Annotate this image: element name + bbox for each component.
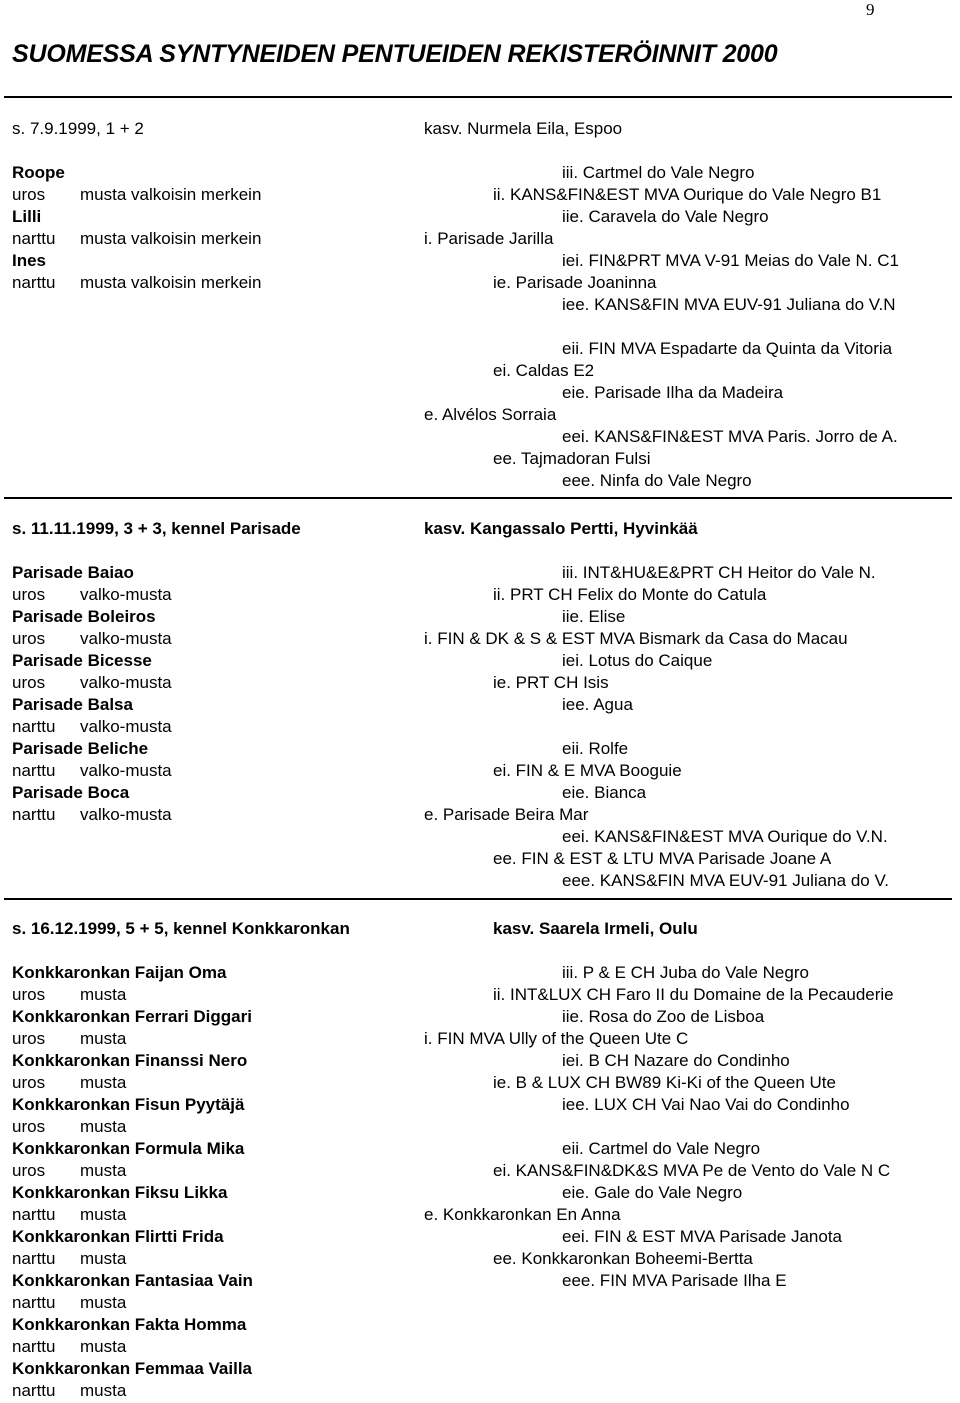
puppy-details bbox=[12, 1380, 126, 1402]
puppy-sex: uros bbox=[12, 629, 46, 648]
puppy-name: Roope bbox=[12, 163, 65, 182]
pedigree-line: eii. Cartmel do Vale Negro bbox=[562, 1139, 761, 1158]
pedigree-line: ee. Tajmadoran Fulsi bbox=[493, 449, 651, 468]
breeder: kasv. Nurmela Eila, Espoo bbox=[424, 119, 623, 138]
puppy-sex: narttu bbox=[12, 273, 56, 292]
puppy-sex: uros bbox=[12, 673, 46, 692]
puppy-details bbox=[12, 760, 172, 782]
puppy-name: Konkkaronkan Flirtti Frida bbox=[12, 1227, 224, 1246]
puppy-sex: uros bbox=[12, 1029, 46, 1048]
puppy-details bbox=[12, 1028, 126, 1050]
pedigree-line: ie. PRT CH Isis bbox=[493, 673, 609, 692]
puppy-details bbox=[12, 804, 172, 826]
puppy-sex: narttu bbox=[12, 229, 56, 248]
pedigree-line: ee. Konkkaronkan Boheemi-Bertta bbox=[493, 1249, 753, 1268]
puppy-color: musta bbox=[80, 1293, 127, 1312]
puppy-sex: narttu bbox=[12, 717, 56, 736]
pedigree-line: iee. LUX CH Vai Nao Vai do Condinho bbox=[562, 1095, 850, 1114]
puppy-color: valko-musta bbox=[80, 761, 172, 780]
pedigree-line: ee. FIN & EST & LTU MVA Parisade Joane A bbox=[493, 849, 832, 868]
puppy-sex: narttu bbox=[12, 1337, 56, 1356]
puppy-details bbox=[12, 984, 126, 1006]
pedigree-line: i. FIN & DK & S & EST MVA Bismark da Casa do Macau bbox=[424, 629, 848, 648]
litter-header: s. 11.11.1999, 3 + 3, kennel Parisade bbox=[12, 519, 301, 538]
pedigree-line: iii. Cartmel do Vale Negro bbox=[562, 163, 755, 182]
puppy-color: valko-musta bbox=[80, 585, 172, 604]
pedigree-line: ei. Caldas E2 bbox=[493, 361, 595, 380]
puppy-sex: narttu bbox=[12, 805, 56, 824]
puppy-name: Konkkaronkan Fantasiaa Vain bbox=[12, 1271, 253, 1290]
puppy-name: Parisade Baiao bbox=[12, 563, 134, 582]
puppy-color: musta bbox=[80, 1117, 127, 1136]
puppy-name: Konkkaronkan Faijan Oma bbox=[12, 963, 227, 982]
puppy-sex: uros bbox=[12, 185, 46, 204]
pedigree-line: eie. Bianca bbox=[562, 783, 647, 802]
pedigree-line: iei. Lotus do Caique bbox=[562, 651, 713, 670]
pedigree-line: eei. FIN & EST MVA Parisade Janota bbox=[562, 1227, 843, 1246]
puppy-color: musta bbox=[80, 1029, 127, 1048]
puppy-name: Konkkaronkan Ferrari Diggari bbox=[12, 1007, 252, 1026]
pedigree-line: iei. B CH Nazare do Condinho bbox=[562, 1051, 790, 1070]
pedigree-line: ie. B & LUX CH BW89 Ki-Ki of the Queen Ute bbox=[493, 1073, 836, 1092]
page-number: 9 bbox=[866, 0, 875, 19]
puppy-name: Parisade Beliche bbox=[12, 739, 149, 758]
pedigree-line: eei. KANS&FIN&EST MVA Paris. Jorro de A. bbox=[562, 427, 898, 446]
puppy-color: musta valkoisin merkein bbox=[80, 229, 262, 248]
puppy-sex: uros bbox=[12, 1073, 46, 1092]
puppy-details bbox=[12, 672, 172, 694]
puppy-name: Konkkaronkan Femmaa Vailla bbox=[12, 1359, 252, 1378]
puppy-name: Konkkaronkan Fakta Homma bbox=[12, 1315, 247, 1334]
puppy-details bbox=[12, 1292, 126, 1314]
puppy-name: Lilli bbox=[12, 207, 42, 226]
puppy-name: Parisade Boleiros bbox=[12, 607, 156, 626]
puppy-name: Ines bbox=[12, 251, 47, 270]
pedigree-line: eie. Parisade Ilha da Madeira bbox=[562, 383, 784, 402]
puppy-details bbox=[12, 228, 261, 250]
divider bbox=[4, 898, 952, 900]
puppy-color: valko-musta bbox=[80, 717, 172, 736]
puppy-color: valko-musta bbox=[80, 805, 172, 824]
pedigree-line: i. Parisade Jarilla bbox=[424, 229, 554, 248]
puppy-color: musta bbox=[80, 1073, 127, 1092]
pedigree-line: iii. P & E CH Juba do Vale Negro bbox=[562, 963, 809, 982]
litter-header: s. 7.9.1999, 1 + 2 bbox=[12, 119, 144, 138]
puppy-name: Parisade Balsa bbox=[12, 695, 133, 714]
puppy-details bbox=[12, 1248, 126, 1270]
divider bbox=[4, 497, 952, 499]
puppy-sex: narttu bbox=[12, 761, 56, 780]
puppy-details bbox=[12, 584, 172, 606]
puppy-sex: uros bbox=[12, 985, 46, 1004]
puppy-color: musta bbox=[80, 1161, 127, 1180]
puppy-details bbox=[12, 272, 261, 294]
puppy-color: musta bbox=[80, 1381, 127, 1400]
puppy-color: valko-musta bbox=[80, 629, 172, 648]
puppy-details bbox=[12, 1336, 126, 1358]
puppy-details bbox=[12, 1160, 126, 1182]
puppy-color: musta bbox=[80, 1249, 127, 1268]
puppy-color: musta bbox=[80, 1337, 127, 1356]
puppy-details bbox=[12, 1072, 126, 1094]
pedigree-line: iei. FIN&PRT MVA V-91 Meias do Vale N. C1 bbox=[562, 251, 899, 270]
puppy-sex: uros bbox=[12, 585, 46, 604]
pedigree-line: iie. Caravela do Vale Negro bbox=[562, 207, 769, 226]
pedigree-line: iii. INT&HU&E&PRT CH Heitor do Vale N. bbox=[562, 563, 876, 582]
divider bbox=[4, 96, 952, 98]
breeder: kasv. Kangassalo Pertti, Hyvinkää bbox=[424, 519, 698, 538]
puppy-details bbox=[12, 1204, 126, 1226]
pedigree-line: ie. Parisade Joaninna bbox=[493, 273, 657, 292]
pedigree-line: ii. KANS&FIN&EST MVA Ourique do Vale Negro B1 bbox=[493, 185, 882, 204]
pedigree-line: e. Parisade Beira Mar bbox=[424, 805, 589, 824]
page-title: SUOMESSA SYNTYNEIDEN PENTUEIDEN REKISTERÖINNIT 2000 bbox=[12, 40, 778, 68]
puppy-color: valko-musta bbox=[80, 673, 172, 692]
puppy-details bbox=[12, 716, 172, 738]
pedigree-line: iie. Rosa do Zoo de Lisboa bbox=[562, 1007, 765, 1026]
pedigree-line: ei. FIN & E MVA Booguie bbox=[493, 761, 682, 780]
pedigree-line: eei. KANS&FIN&EST MVA Ourique do V.N. bbox=[562, 827, 888, 846]
puppy-color: musta bbox=[80, 1205, 127, 1224]
pedigree-line: iee. KANS&FIN MVA EUV-91 Juliana do V.N bbox=[562, 295, 896, 314]
pedigree-line: ei. KANS&FIN&DK&S MVA Pe de Vento do Vale N C bbox=[493, 1161, 891, 1180]
pedigree-line: eee. FIN MVA Parisade Ilha E bbox=[562, 1271, 787, 1290]
puppy-color: musta valkoisin merkein bbox=[80, 273, 262, 292]
pedigree-line: ii. INT&LUX CH Faro II du Domaine de la Pecauderie bbox=[493, 985, 894, 1004]
puppy-name: Konkkaronkan Finanssi Nero bbox=[12, 1051, 248, 1070]
litter-header: s. 16.12.1999, 5 + 5, kennel Konkkaronkan bbox=[12, 919, 350, 938]
pedigree-line: ii. PRT CH Felix do Monte do Catula bbox=[493, 585, 767, 604]
pedigree-line: iie. Elise bbox=[562, 607, 626, 626]
pedigree-line: i. FIN MVA Ully of the Queen Ute C bbox=[424, 1029, 689, 1048]
puppy-details bbox=[12, 184, 261, 206]
puppy-color: musta bbox=[80, 985, 127, 1004]
puppy-name: Konkkaronkan Fisun Pyytäjä bbox=[12, 1095, 245, 1114]
pedigree-line: eee. Ninfa do Vale Negro bbox=[562, 471, 752, 490]
puppy-sex: uros bbox=[12, 1161, 46, 1180]
puppy-sex: narttu bbox=[12, 1249, 56, 1268]
pedigree-line: e. Alvélos Sorraia bbox=[424, 405, 557, 424]
puppy-details bbox=[12, 628, 172, 650]
pedigree-line: eii. Rolfe bbox=[562, 739, 629, 758]
breeder: kasv. Saarela Irmeli, Oulu bbox=[493, 919, 698, 938]
pedigree-line: iee. Agua bbox=[562, 695, 633, 714]
pedigree-line: eie. Gale do Vale Negro bbox=[562, 1183, 743, 1202]
puppy-sex: uros bbox=[12, 1117, 46, 1136]
puppy-details bbox=[12, 1116, 126, 1138]
puppy-name: Konkkaronkan Formula Mika bbox=[12, 1139, 245, 1158]
puppy-name: Parisade Boca bbox=[12, 783, 130, 802]
pedigree-line: eii. FIN MVA Espadarte da Quinta da Vitoria bbox=[562, 339, 893, 358]
puppy-sex: narttu bbox=[12, 1205, 56, 1224]
pedigree-line: e. Konkkaronkan En Anna bbox=[424, 1205, 621, 1224]
puppy-name: Parisade Bicesse bbox=[12, 651, 152, 670]
puppy-color: musta valkoisin merkein bbox=[80, 185, 262, 204]
pedigree-line: eee. KANS&FIN MVA EUV-91 Juliana do V. bbox=[562, 871, 889, 890]
puppy-name: Konkkaronkan Fiksu Likka bbox=[12, 1183, 228, 1202]
puppy-sex: narttu bbox=[12, 1381, 56, 1400]
puppy-sex: narttu bbox=[12, 1293, 56, 1312]
